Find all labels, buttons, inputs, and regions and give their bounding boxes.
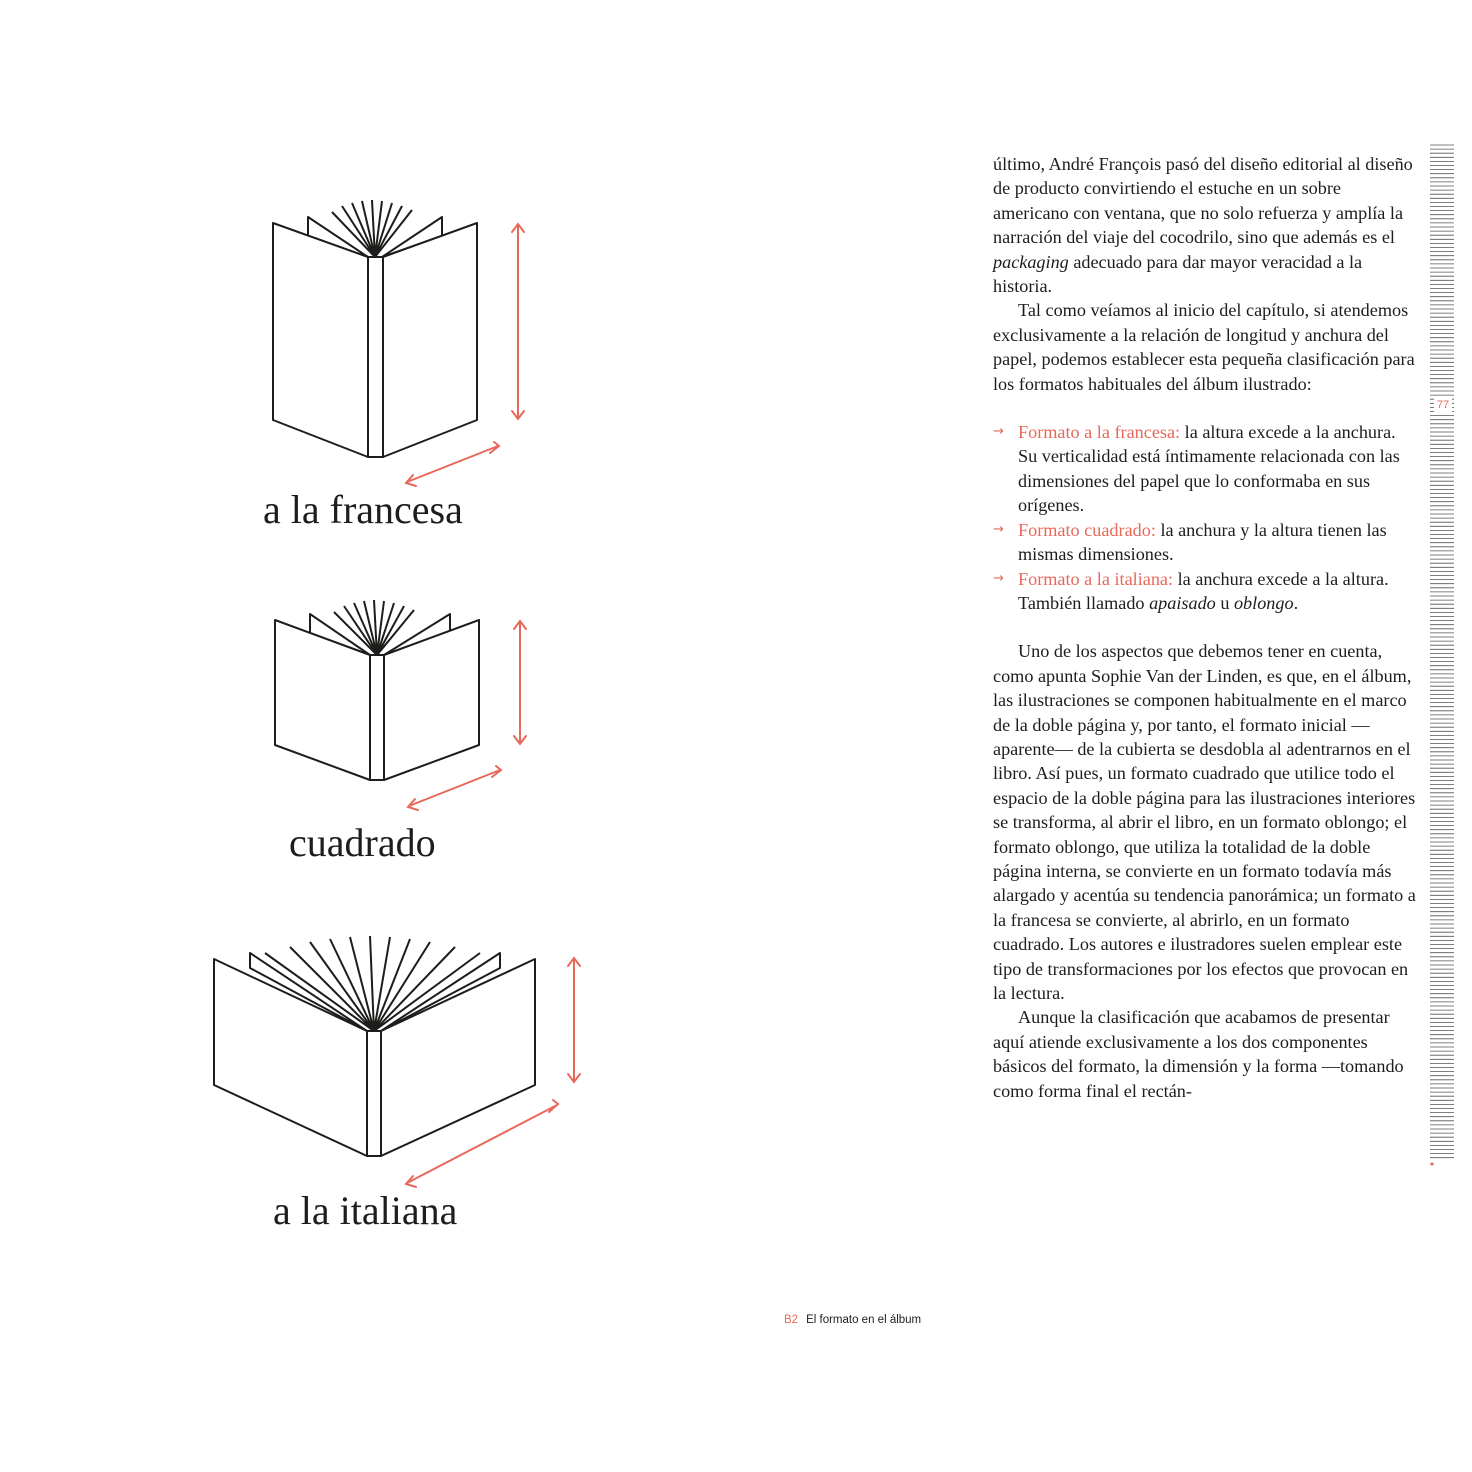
caption-cuadrado: cuadrado <box>289 820 436 865</box>
arrow-right-icon: → <box>993 521 1004 537</box>
open-book-portrait-icon <box>262 200 512 490</box>
open-book-square-icon <box>264 600 514 815</box>
paragraph-2: Tal como veíamos al inicio del capítulo, si atendemos exclusivamente a la relación de longitud y anchura del papel, podemos establecer esta pequeña clasificación para los formatos habituales del álbum ilustrado: <box>993 300 1415 394</box>
arrow-right-icon: → <box>993 424 1004 440</box>
page-number: 77 <box>1434 398 1452 412</box>
caption-francesa: a la francesa <box>263 487 463 532</box>
book-figure-francesa <box>262 200 512 490</box>
paragraph-3: Uno de los aspectos que debemos tener en cuenta, como apunta Sophie Van der Linden, es que, en el álbum, las ilustraciones se componen habitualmente en el marco de la doble página y, por tanto, el formato inicial —aparente— de la cubierta se desdobla al adentrarnos en el libro. Así pues, un formato cuadrado que utilice todo el espacio de la doble página para las ilustraciones interiores se transforma, al abrir el libro, en un formato oblongo; el formato oblongo, que utiliza la totalidad de la doble página interna, se convierte en un formato todavía más alargado y acentúa su tendencia panorámica; un formato a la francesa se convierte, al abrirlo, en un formato cuadrado. Los autores e ilustradores suelen emplear este tipo de transformaciones por los efectos que provocan en la lectura. <box>993 641 1416 1003</box>
running-footer <box>784 1314 921 1326</box>
open-book-landscape-icon <box>205 935 575 1190</box>
margin-ruler <box>1430 143 1454 1173</box>
paragraph-4: Aunque la clasificación que acabamos de presentar aquí atiende exclusivamente a los dos componentes básicos del formato, la dimensión y la forma —tomando como forma final el rectán- <box>993 1007 1404 1101</box>
book-figure-cuadrado <box>264 600 514 815</box>
list-item-cuadrado: → Formato cuadrado: la anchura y la altura tienen las mismas dimensiones. <box>993 519 1387 565</box>
paragraph-1: último, André François pasó del diseño editorial al diseño de producto convirtiendo el estuche en un sobre americano con ventana, que no solo refuerza y amplía la narración del viaje del cocodrilo, sino que además es el packaging adecuado para dar mayor veracidad a la historia. <box>993 154 1413 297</box>
arrow-right-icon: → <box>993 570 1004 586</box>
ruler-marker <box>1430 1162 1433 1165</box>
caption-italiana: a la italiana <box>273 1188 458 1233</box>
book-figure-italiana <box>205 935 575 1190</box>
text-column <box>993 152 1418 1103</box>
section-title: El formato en el álbum <box>806 1314 922 1326</box>
list-item-italiana: → Formato a la italiana: la anchura excede a la altura. También llamado apaisado u oblongo. <box>993 568 1389 613</box>
section-code: B2 <box>784 1314 799 1326</box>
list-item-francesa: → Formato a la francesa: la altura excede a la anchura. Su verticalidad está íntimamente relacionada con las dimensiones del papel que lo conformaba en sus orígenes. <box>993 422 1400 516</box>
